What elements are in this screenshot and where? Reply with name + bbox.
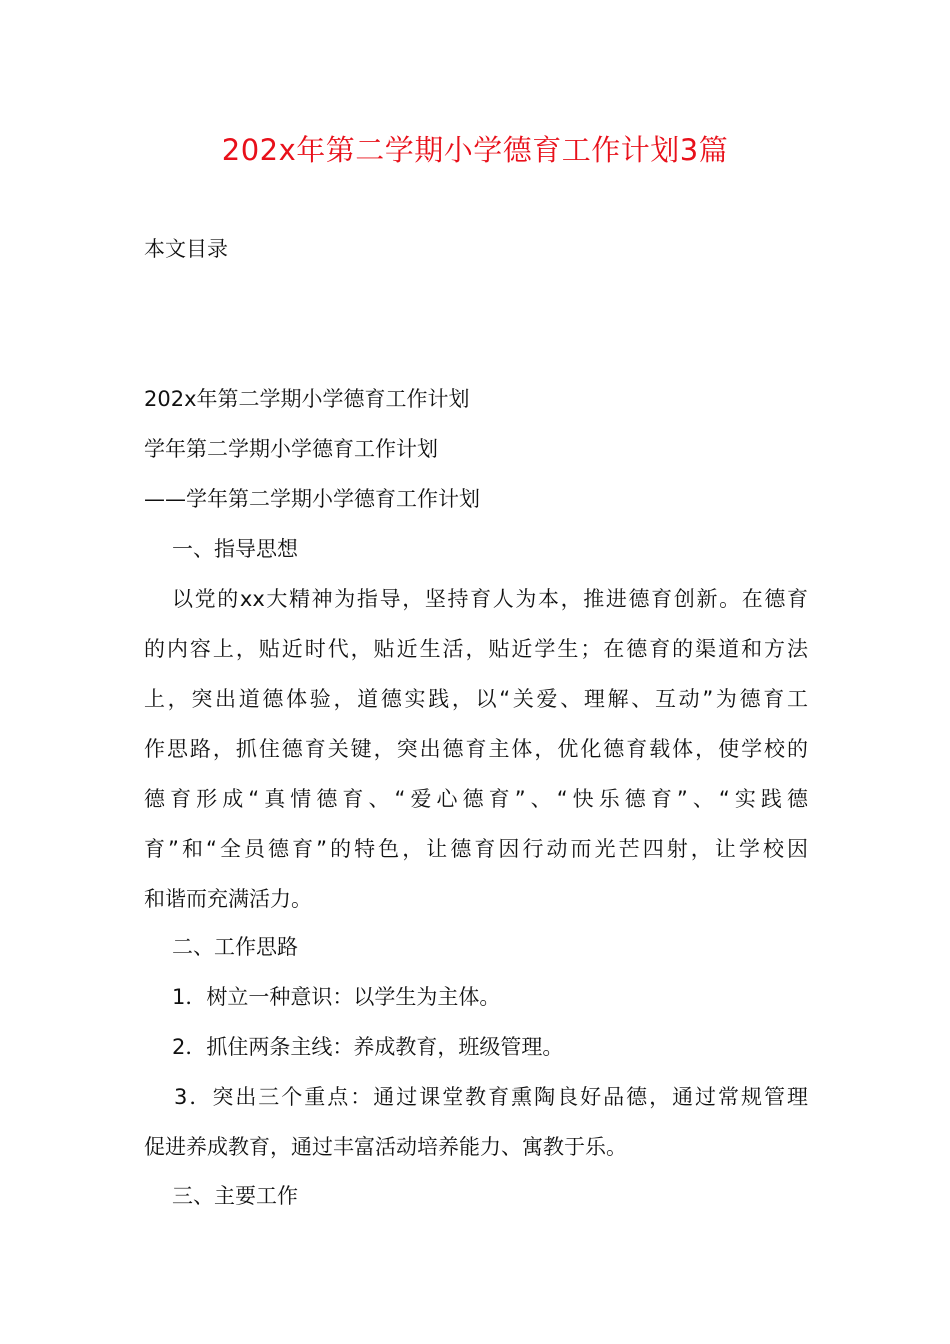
paragraph-line: 3．突出三个重点：通过课堂教育熏陶良好品德，通过常规管理: [174, 1085, 808, 1109]
toc-item[interactable]: ——学年第二学期小学德育工作计划: [144, 487, 480, 511]
toc-item[interactable]: 学年第二学期小学德育工作计划: [144, 437, 438, 461]
toc-item[interactable]: 202x年第二学期小学德育工作计划: [144, 387, 470, 411]
toc-heading: 本文目录: [144, 237, 228, 261]
paragraph-line: 促进养成教育，通过丰富活动培养能力、寓教于乐。: [144, 1135, 627, 1159]
paragraph-line: 和谐而充满活力。: [144, 887, 312, 911]
paragraph-line: 德育形成“真情德育、“爱心德育”、“快乐德育”、“实践德: [144, 787, 808, 811]
list-item: 2．抓住两条主线：养成教育，班级管理。: [172, 1035, 564, 1059]
section-paragraph: [144, 574, 808, 924]
list-item-paragraph: [144, 1072, 808, 1172]
paragraph-line: 作思路，抓住德育关键，突出德育主体，优化德育载体，使学校的: [144, 737, 808, 761]
paragraph-line: 的内容上，贴近时代，贴近生活，贴近学生；在德育的渠道和方法: [144, 637, 808, 661]
section-heading: 一、指导思想: [172, 537, 298, 561]
section-heading: 三、主要工作: [172, 1184, 298, 1208]
document-title: 202x年第二学期小学德育工作计划3篇: [221, 133, 729, 167]
section-heading: 二、工作思路: [172, 935, 298, 959]
paragraph-line: 育”和“全员德育”的特色，让德育因行动而光芒四射，让学校因: [144, 837, 808, 861]
paragraph-line: 上，突出道德体验，道德实践，以“关爱、理解、互动”为德育工: [144, 687, 808, 711]
list-item: 1．树立一种意识：以学生为主体。: [172, 985, 501, 1009]
paragraph-line: 以党的xx大精神为指导，坚持育人为本，推进德育创新。在德育: [172, 587, 808, 611]
